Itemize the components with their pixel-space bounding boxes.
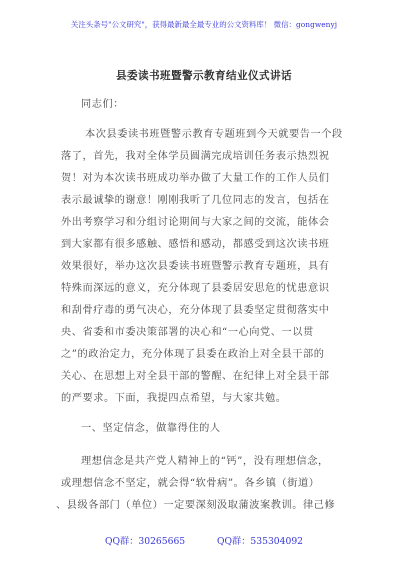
paragraph-line: 本次县委读书班暨警示教育专题班到今天就要告一个段 bbox=[85, 129, 343, 140]
paragraph-line: 之”的政治定力，充分体现了县委在政治上对全县干部的 bbox=[61, 349, 325, 360]
paragraph-line: 特殊而深远的意义，充分体现了县委居安思危的忧患意识 bbox=[61, 283, 330, 294]
paragraph-line: 表示最诚挚的谢意！刚刚我听了几位同志的发言，包括在 bbox=[61, 195, 330, 206]
paragraph-line: 和刮骨疗毒的勇气决心，充分体现了县委坚定贯彻落实中 bbox=[61, 305, 330, 316]
header-banner: 关注头条号"公文研究"，获得最新最全最专业的公文资料库！ 微信：gongwenyj bbox=[70, 20, 338, 29]
paragraph-line: 贺！对为本次读书班成功举办做了大量工作的工作人员们 bbox=[61, 173, 330, 184]
paragraph-line: 的严要求。下面，我提四点希望，与大家共勉。 bbox=[61, 393, 287, 404]
salutation: 同志们： bbox=[81, 99, 124, 110]
paragraph-line: 落了，首先，我对全体学员圆满完成培训任务表示热烈祝 bbox=[61, 151, 330, 162]
section-line: 理想信念是共产党人精神上的“钙”，没有理想信念， bbox=[81, 456, 329, 467]
section-heading: 一、坚定信念，做靠得住的人 bbox=[81, 423, 221, 434]
paragraph-line: 到大家都有很多感触、感悟和感动，都感受到这次读书班 bbox=[61, 239, 330, 250]
section-line: 或理想信念不坚定，就会得“软骨病”。各乡镇（街道） bbox=[61, 478, 320, 489]
section-line: 、县级各部门（单位）一定要深刻汲取蒲波案教训。律己修 bbox=[56, 500, 336, 511]
paragraph-line: 效果很好，举办这次县委读书班暨警示教育专题班，具有 bbox=[61, 261, 330, 272]
document-title: 县委读书班暨警示教育结业仪式讲话 bbox=[116, 70, 292, 82]
qq-group-2: QQ群：535304092 bbox=[216, 536, 304, 547]
footer bbox=[0, 533, 408, 547]
paragraph-line: 外出考察学习和分组讨论期间与大家之间的交流，能体会 bbox=[61, 217, 330, 228]
paragraph-line: 关心、在思想上对全县干部的警醒、在纪律上对全县干部 bbox=[61, 371, 330, 382]
qq-group-1: QQ群：30265665 bbox=[104, 536, 186, 547]
paragraph-line: 央、省委和市委决策部署的决心和“一心向党、一以贯 bbox=[61, 327, 314, 338]
